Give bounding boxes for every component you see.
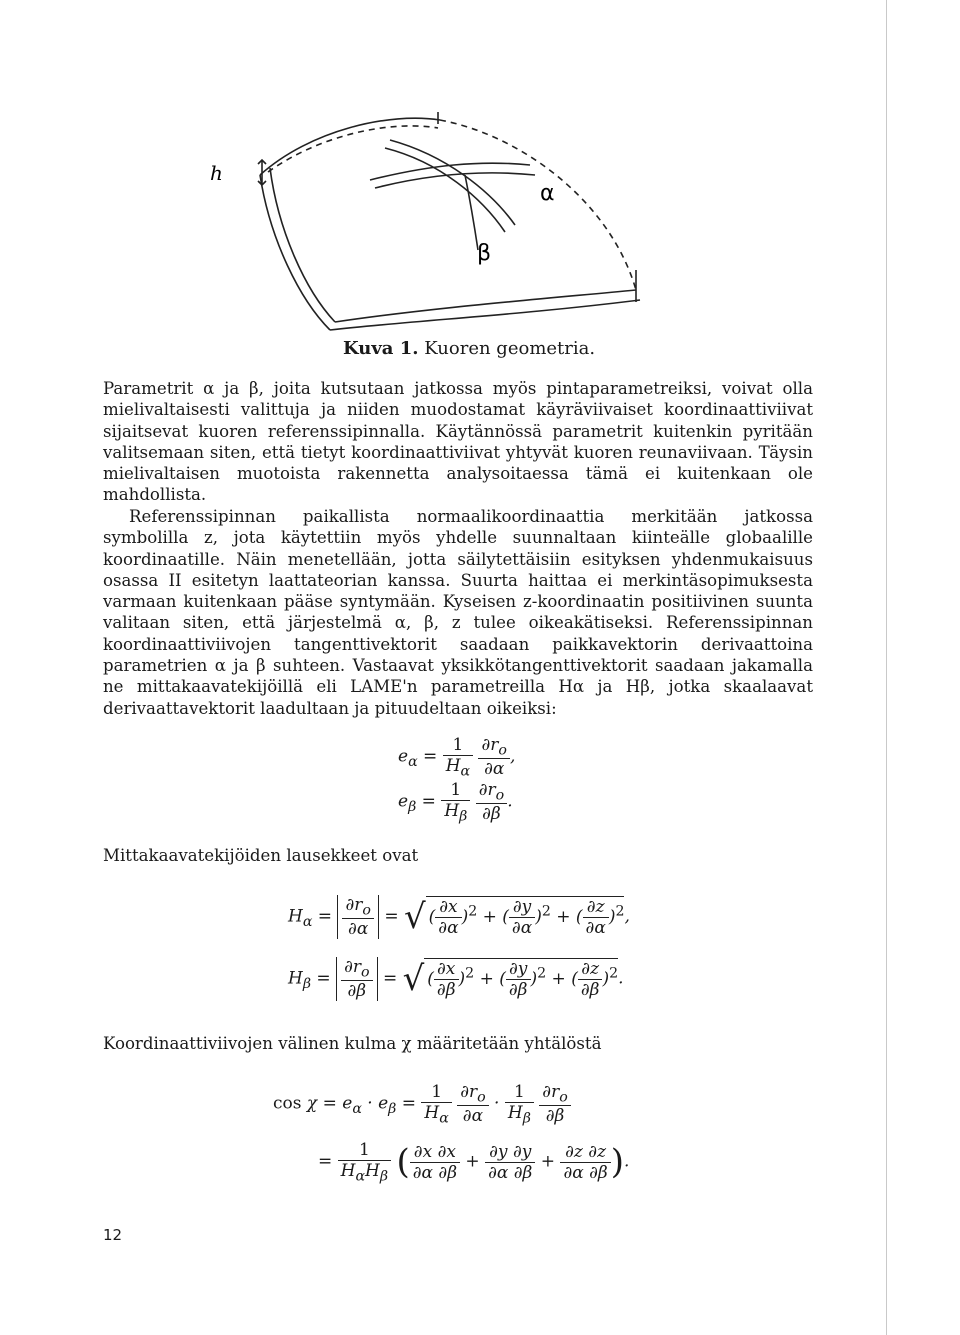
page-number: 12 (103, 1226, 123, 1244)
paragraph-1: Parametrit α ja β, joita kutsutaan jatkossa myös pintaparametreiksi, voivat olla mielivaltaisesti valittuja ja niiden muodostamat käyräviivaiset koordinaattiviivat sijaitsevat kuoren referenssipinnalla. Käytännössä parametrit kuitenkin pyritään valitsemaan siten, että tietyt koordinaattiviivat yhtyvät kuoren reunaviivaan. Täysin mielivaltaisen muotoista rakennetta analysoitaessa tämä ei kuitenkaan ole mahdollista. (103, 379, 813, 505)
label-alpha: α (540, 181, 555, 206)
equation-cos-chi: $\cos \chi = e_\alpha \cdot e_\beta$ = $\frac{1}{H_\alpha}$ $\frac{\partial r_o}{\partial\alpha}$ · $\frac{1}{H_\beta}$ $\frac{\partial r_o}{\partial\beta}$ (273, 1082, 571, 1126)
equation-cos-chi-expanded: = $\frac{1}{H_\alpha H_\beta}$ ( $\frac{\partial x \partial x}{\partial\alpha \partial\beta}$ + $\frac{\partial y \partial y}{\partial\alpha \partial\beta}$ + $\frac{\partial z \partial z}{\partial\alpha \partial\beta}$ ). (318, 1140, 630, 1185)
equation-unit-vector-beta: $e_\beta$ = $\frac{1}{H_\beta}$ $\frac{\partial r_o}{\partial\beta}$ . (398, 780, 513, 825)
shell-left-inner-edge (270, 168, 335, 322)
text-kulma: Koordinaattiviivojen välinen kulma χ määritetään yhtälöstä (103, 1034, 602, 1053)
label-h: h (210, 161, 223, 185)
figure-caption (343, 338, 595, 359)
equation-lame-alpha: $H_\alpha$ = $\frac{\partial r_o}{\partial\alpha}$ = √ ( $\frac{\partial x}{\partial\alpha}$ )$^2$ + ( $\frac{\partial y}{\partial\alpha}$ )$^2$ + ( $\frac{\partial z}{\partial\alpha}$ )$^2$, (288, 895, 630, 940)
coord-line-2 (385, 148, 505, 232)
shell-left-edge (260, 175, 330, 330)
coord-line-5 (465, 175, 478, 250)
equation-unit-vector-alpha: $e_\alpha$ = $\frac{1}{H_\alpha}$ $\frac{\partial r_o}{\partial\alpha}$ , (398, 735, 516, 780)
page-edge-line (886, 0, 887, 1335)
equation-lame-beta: $H_\beta$ = $\frac{\partial r_o}{\partial\beta}$ = √ ( $\frac{\partial x}{\partial\beta}$ )$^2$ + ( $\frac{\partial y}{\partial\beta}$ )$^2$ + ( $\frac{\partial z}{\partial\beta}$ )$^2$. (288, 957, 624, 1002)
paragraph-2: Referenssipinnan paikallista normaalikoordinaattia merkitään jatkossa symbolilla z, jota käytettiin myös yhdelle suunnaltaan kiinteälle globaalille koordinaatille. Näin menetellään, jotta säilytettäisiin esityksen yhdenmukaisuus osassa II esitetyn laattateorian kanssa. Suurta haittaa ei merkintäsopimuksesta varmaan kuitenkaan pääse syntymään. Kyseisen z-koordinaatin positiivinen suunta valitaan siten, että järjestelmä α, β, z tulee oikeakätiseksi. Referenssipinnan koordinaattiviivojen tangenttivektorit saadaan paikkavektorin derivaattoina parametrien α ja β suhteen. Vastaavat yksikkötangenttivektorit saadaan jakamalla ne mittakaavatekijöillä eli LAME'n parametreilla Hα ja Hβ, jotka skaalaavat derivaattavektorit laadultaan ja pituudeltaan oikeiksi: (103, 507, 813, 718)
shell-geometry-figure (190, 90, 660, 360)
caption-text: Kuoren geometria. (424, 338, 596, 359)
coord-line-1 (390, 140, 515, 225)
shell-back-edge (268, 126, 438, 172)
text-mittakaava: Mittakaavatekijöiden lausekkeet ovat (103, 846, 419, 865)
caption-label: Kuva 1. (343, 338, 419, 359)
label-beta: β (477, 241, 492, 266)
shell-right-dashed-edge (440, 120, 636, 290)
